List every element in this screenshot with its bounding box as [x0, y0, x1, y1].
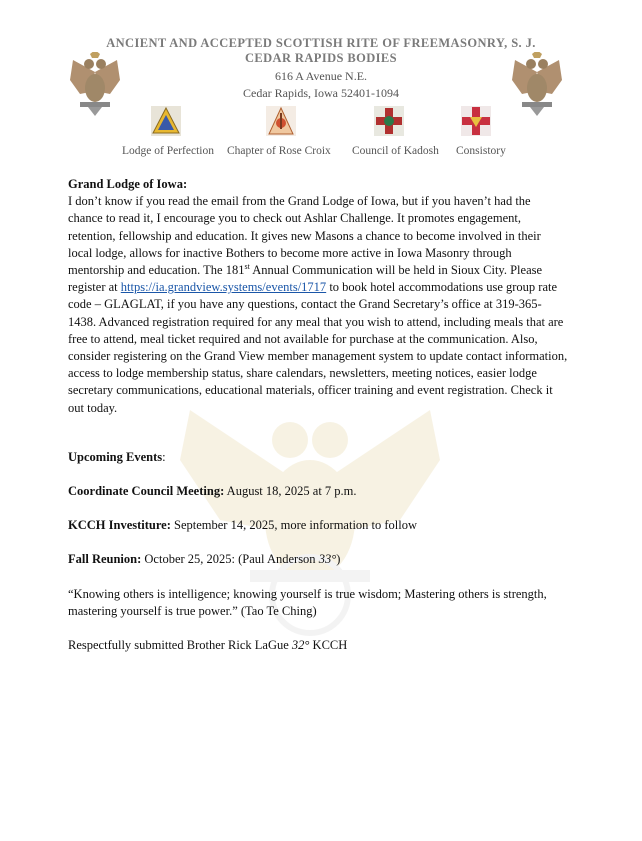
body-label-chapter-of-rose-croix: Chapter of Rose Croix [227, 145, 331, 157]
event-fall-reunion: Fall Reunion: October 25, 2025: (Paul Anderson 33°) [68, 552, 341, 567]
header-title-line1: ANCIENT AND ACCEPTED SCOTTISH RITE OF FREEMASONRY, S. J. [106, 36, 536, 50]
body-label-lodge-of-perfection: Lodge of Perfection [122, 145, 214, 157]
event-kcch-investiture: KCCH Investiture: September 14, 2025, more information to follow [68, 518, 418, 533]
signature: Respectfully submitted Brother Rick LaGue 32° KCCH [68, 638, 348, 653]
rose-croix-emblem-icon [265, 105, 297, 137]
grand-lodge-paragraph: I don’t know if you read the email from the Grand Lodge of Iowa, but if you haven’t had the chance to read it, I encourage you to check out Ashlar Challenge. It promotes engagement, retention, fellowship and education. It gives new Masons a chance to become involved in their local lodge, allows for inactive Bothers to become more active in Iowa Masonry through mentorship and education. The 181st Annual Communication will be held in Sioux City. Please register at https://ia.grandview.systems/events/1717 to book hotel accommodations use group rate code – GLAGLAT, if you have any questions, contact the Grand Secretary’s office at 319-365-1438. Advanced registration required for any meal that you wish to attend, including meals that are free to attend, meal ticket required and not available for purchase at the communication. Also, consider registering on the Grand View member management system to update contact information, access to lodge membership status, share calendars, newsletters, meeting notices, easier lodge secretary communications, educational materials, officer training and event registration. Check it out today. [68, 194, 568, 415]
address-street: 616 A Avenue N.E. [274, 69, 368, 83]
event-coordinate-council: Coordinate Council Meeting: August 18, 2025 at 7 p.m. [68, 484, 357, 499]
double-headed-eagle-icon [70, 52, 120, 118]
grand-lodge-heading: Grand Lodge of Iowa: [68, 177, 188, 191]
triangle-emblem-icon [150, 105, 182, 137]
consistory-cross-icon [460, 105, 492, 137]
address-city: Cedar Rapids, Iowa 52401-1094 [243, 86, 399, 100]
double-headed-eagle-icon [512, 52, 562, 118]
body-label-council-of-kadosh: Council of Kadosh [352, 145, 439, 157]
kadosh-cross-icon [373, 105, 405, 137]
upcoming-events-heading: Upcoming Events: [68, 449, 166, 464]
grandview-events-link[interactable]: https://ia.grandview.systems/events/1717 [120, 280, 327, 295]
header-title-line2: CEDAR RAPIDS BODIES [244, 51, 398, 65]
newsletter-body [68, 176, 568, 654]
body-label-consistory: Consistory [456, 145, 506, 157]
tao-te-ching-quote: “Knowing others is intelligence; knowing yourself is true wisdom; Mastering others is strength, mastering yourself is true power.” (Tao Te Ching) [68, 586, 547, 618]
